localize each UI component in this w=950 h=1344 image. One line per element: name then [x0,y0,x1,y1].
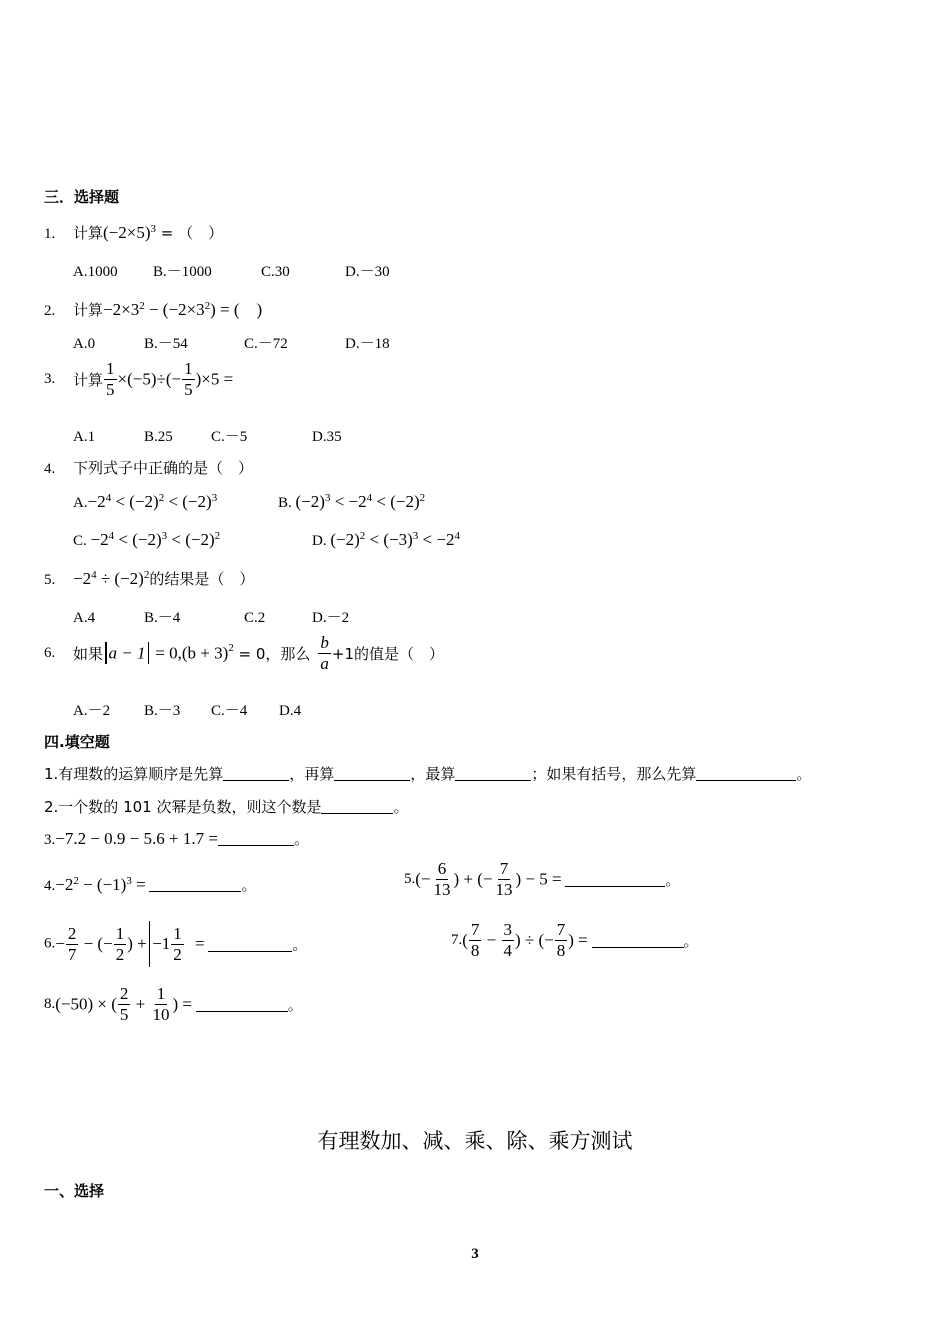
expr-part: −2 [87,492,106,511]
expr-part: < (−2) [111,492,159,511]
exponent: 3 [161,530,168,542]
text-part: 。 [665,870,681,889]
question-number: 7. [451,931,463,948]
numerator: 1 [184,359,193,378]
section-3-header: 三．选择题 [44,188,120,206]
option-b: B.－54 [144,336,188,352]
question-number: 1. [44,226,56,242]
option-b: B.－3 [144,703,181,719]
answer-blank[interactable] [208,937,292,952]
option-label: A. [73,495,88,511]
question-4-option-a [73,492,217,512]
answer-blank[interactable] [321,799,393,814]
question-3-options [73,425,342,446]
fraction [118,985,131,1024]
expr-part: < −2 [418,530,455,549]
fraction [555,921,568,960]
whole-number: −1 [152,934,171,953]
expr-part: −2 [55,875,74,894]
option-d: D.－18 [345,336,390,352]
expr-part: < (−3) [365,530,413,549]
question-number: 3. [44,832,56,848]
fraction [182,360,195,399]
text-part: ，最算 [410,765,456,783]
absolute-bar [148,642,150,664]
exponent: 2 [143,569,150,581]
exponent: 4 [366,492,373,504]
exponent: 2 [359,530,366,542]
option-a: A.0 [73,336,96,352]
question-5 [44,568,254,589]
exponent: 3 [126,875,132,887]
text-part: ，再算 [289,765,335,783]
question-4 [44,457,253,478]
denominator: 2 [173,944,182,964]
numerator: 6 [437,859,447,878]
denominator: 5 [106,379,115,399]
numerator: 3 [503,920,513,939]
question-number: 4. [44,878,56,894]
section-1-header: 一、选择 [44,1182,105,1200]
option-label: C. [73,533,87,549]
fraction [469,921,482,960]
numerator: 1 [106,359,115,378]
exponent: 2 [158,492,165,504]
answer-blank[interactable] [455,766,531,781]
answer-blank[interactable] [223,766,289,781]
answer-blank[interactable] [592,933,684,948]
answer-blank[interactable] [149,877,241,892]
expr-part: < −2 [330,492,367,511]
exponent: 4 [108,530,115,542]
question-prefix: 计算 [73,224,104,242]
exponent: 2 [139,300,145,312]
fraction [432,860,453,899]
numerator: 7 [556,920,566,939]
denominator: 5 [119,1004,129,1024]
expr-part: ) − 5 = [515,869,562,889]
exponent: 4 [105,492,112,504]
exponent: 3 [211,492,218,504]
expr-part: )×5 = [195,369,234,389]
question-number: 8. [44,995,56,1012]
absolute-bar [149,921,151,967]
text-part: 。 [796,765,812,783]
question-text: 下列式子中正确的是（ ） [73,459,254,477]
expr-part: < (−2) [372,492,420,511]
expr-part: = 0,(b + 3) [151,643,229,663]
answer-blank[interactable] [218,831,294,846]
question-prefix: 计算 [73,301,104,319]
page-number: 3 [471,1246,479,1262]
question-4-option-d [312,530,460,550]
option-b: B.25 [144,429,173,445]
exponent: 2 [73,875,79,887]
option-a: A.4 [73,610,96,626]
fill-question-3 [44,828,309,849]
section-4-header: 四.填空题 [44,733,110,751]
expr-part: ÷ (−2) [96,569,144,588]
expr-part: < (−2) [114,530,162,549]
numerator: 2 [67,923,77,943]
option-b: B.－1000 [153,264,212,280]
question-number: 5. [44,572,56,588]
expr-part: − (− [79,934,113,953]
fraction [318,634,331,673]
expr-part: (−2) [295,492,325,511]
fill-question-6 [44,921,307,967]
expr-part: + [131,994,150,1014]
numerator: 1 [156,984,166,1003]
numerator: 1 [173,923,182,943]
expr-part: ) + [127,934,147,953]
question-number: 5. [404,870,416,887]
expr-part: ×(−5)÷(− [117,369,182,389]
fraction [502,921,515,960]
question-tail: = （ ） [156,224,224,242]
question-2 [44,295,262,320]
expr-part: ) = [172,994,193,1014]
answer-blank[interactable] [696,766,796,781]
denominator: 2 [115,944,125,964]
text-part: 。 [393,798,409,816]
option-d: D.35 [312,429,342,445]
question-6 [44,634,444,673]
denominator: 13 [495,879,513,899]
text-part: 2.一个数的 101 次幂是负数，则这个数是 [44,798,322,816]
question-4-option-c [73,530,220,550]
text-part: 。 [293,830,309,848]
expr-part: < (−2) [164,492,212,511]
question-3 [44,360,233,399]
expr-part: (− [415,869,431,889]
expr-part: − [55,934,65,953]
option-a: A.1 [73,429,96,445]
text-part: ；如果有括号，那么先算 [531,765,697,783]
question-6-options [73,699,301,720]
answer-blank[interactable] [334,766,410,781]
denominator: 7 [67,944,77,964]
question-prefix: 如果 [73,644,104,663]
option-label: B. [278,495,292,511]
expr-part: − (−2×3 [144,300,205,319]
exponent: 3 [324,492,331,504]
option-d: D.－2 [312,610,350,626]
expr-part: = [190,934,205,953]
option-a: A.1000 [73,264,118,280]
fraction [151,985,172,1024]
expr-part: − (−1) [78,875,127,894]
question-1-options [73,260,390,281]
expr-part: = [131,875,146,894]
question-number: 2. [44,303,56,319]
fill-question-8 [44,985,303,1024]
expr-part: ) + (− [453,869,493,889]
denominator: 8 [556,940,566,960]
denominator: 13 [433,879,451,899]
exponent: 2 [228,641,234,654]
expr-part: ) ÷ (− [515,930,554,950]
exponent: 4 [454,530,460,542]
denominator: 8 [470,940,480,960]
option-c: C.30 [261,264,290,280]
numerator: 7 [470,920,480,939]
question-tail: 的结果是（ ） [149,570,255,588]
fill-question-4 [44,874,256,895]
option-c: C.2 [244,610,266,626]
fraction [66,925,79,964]
text-part: 1.有理数的运算顺序是先算 [44,765,224,783]
question-prefix: 计算 [73,370,104,389]
denominator: 10 [152,1004,170,1024]
question-number: 4. [44,461,56,477]
answer-blank[interactable] [196,997,288,1012]
expression: −7.2 − 0.9 − 5.6 + 1.7 = [55,829,218,848]
question-1 [44,222,223,243]
text-part: 。 [683,931,699,950]
expr-part: < (−2) [167,530,215,549]
expr-part: −2 [73,569,92,588]
question-number: 3. [44,370,56,387]
fill-question-5 [404,860,680,899]
question-tail: +1的值是（ ） [331,644,445,663]
option-d: D.4 [279,703,302,719]
denominator: 5 [184,379,193,399]
numerator: b [320,633,329,652]
expr-part: ) = [568,930,588,950]
question-5-options [73,606,349,627]
fill-question-7 [451,921,699,960]
expr-part: ) = ( ) [210,300,263,319]
option-c: C.－72 [244,336,288,352]
option-b: B.－4 [144,610,181,626]
question-2-options [73,332,390,353]
exponent: 2 [419,492,426,504]
test-title: 有理数加、减、乘、除、乘方测试 [317,1129,633,1153]
expr-part: (−50) × ( [55,994,117,1014]
text-part: 。 [292,935,308,954]
fraction [104,360,117,399]
expr-part: −2 [90,530,109,549]
expr-part: ( [462,930,468,950]
expr-part: − [482,930,501,950]
answer-blank[interactable] [565,872,665,887]
question-number: 6. [44,644,56,661]
exponent: 4 [91,569,97,581]
fraction [114,925,127,964]
expr-part: (−2) [330,530,360,549]
numerator: 1 [115,923,125,943]
fill-question-2 [44,796,409,817]
fill-question-1 [44,763,811,784]
option-c: C.－4 [211,703,248,719]
numerator: 2 [119,984,129,1003]
question-4-option-b [278,492,425,512]
numerator: 7 [499,859,509,878]
fraction [171,925,184,964]
exponent: 3 [150,223,157,235]
denominator: a [320,653,329,673]
exponent: 3 [412,530,419,542]
question-number: 6. [44,935,56,952]
option-d: D.－30 [345,264,390,280]
option-a: A.－2 [73,703,111,719]
fraction [494,860,515,899]
exponent: 2 [204,300,211,312]
exponent: 2 [214,530,221,542]
absolute-bar [105,642,107,664]
text-part: 。 [241,876,257,894]
text-part: 。 [287,995,303,1014]
denominator: 4 [503,940,513,960]
expr-part: −2×3 [103,300,140,319]
expr-part: = 0，那么 [233,644,311,663]
question-expression: (−2×5) [103,223,151,242]
abs-expression: a − 1 [108,643,146,663]
option-label: D. [312,533,327,549]
option-c: C.－5 [211,429,248,445]
